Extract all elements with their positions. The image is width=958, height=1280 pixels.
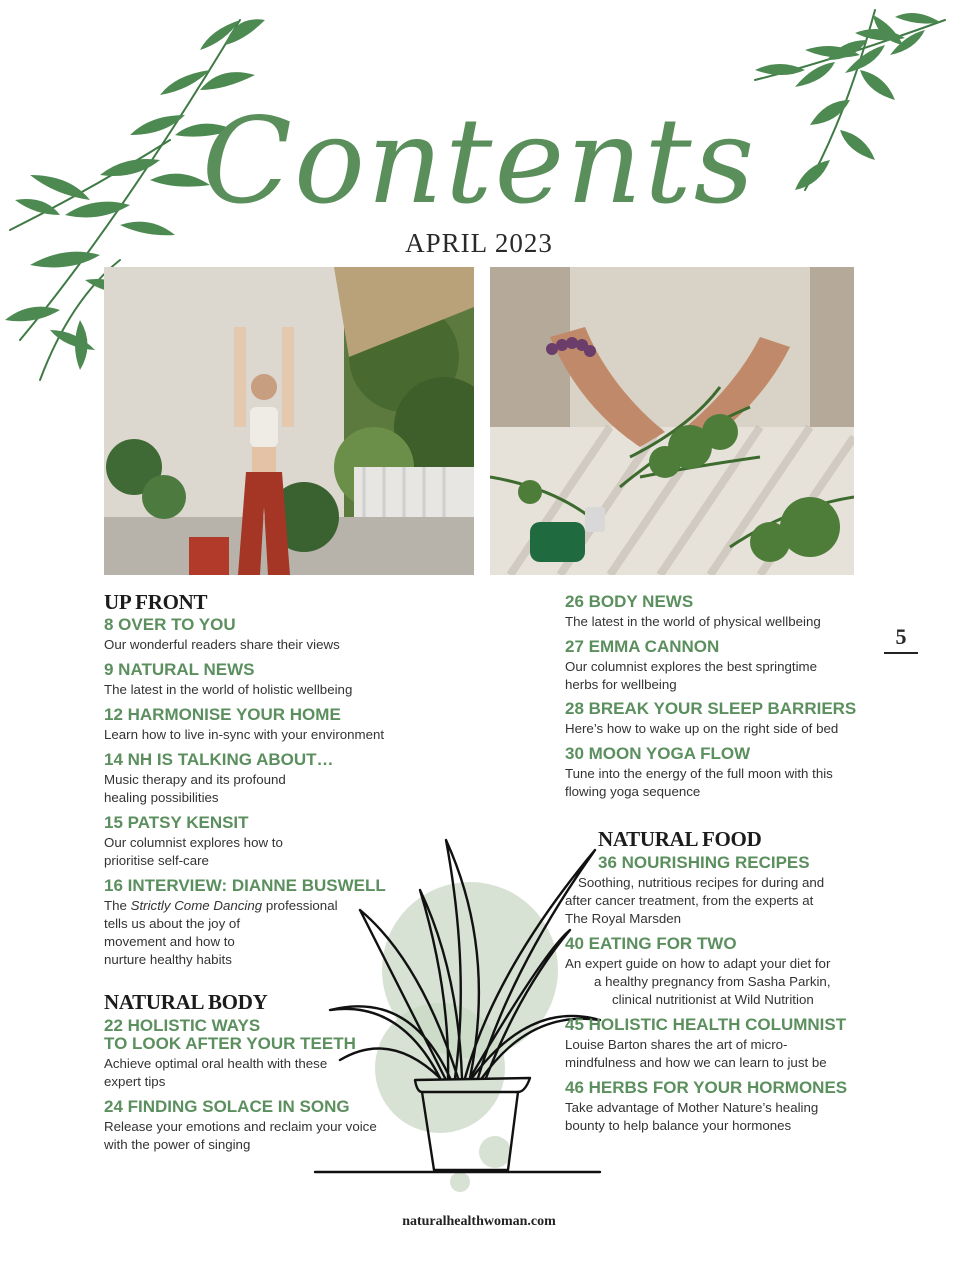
photo-yoga-balcony [104,267,474,575]
entry-desc-eating-for-two-line1: An expert guide on how to adapt your diet for [565,956,831,971]
entry-title-finding-solace[interactable]: 24 FINDING SOLACE IN SONG [104,1097,350,1116]
entry-desc-interview-post: professional [262,898,338,913]
footer-website[interactable]: naturalhealthwoman.com [402,1214,556,1229]
entry-desc-nh-talking-about-line1: Music therapy and its profound [104,772,286,787]
entry-title-emma-cannon[interactable]: 27 EMMA CANNON [565,637,720,656]
entry-title-herbs-for-hormones[interactable]: 46 HERBS FOR YOUR HORMONES [565,1078,848,1097]
entry-desc-emma-cannon-line1: Our columnist explores the best springtime [565,659,818,674]
entry-title-interview-dianne-buswell[interactable]: 16 INTERVIEW: DIANNE BUSWELL [104,876,386,895]
entry-desc-eating-for-two-line2: a healthy pregnancy from Sasha Parkin, [594,974,831,989]
entry-title-nh-talking-about[interactable]: 14 NH IS TALKING ABOUT… [104,750,334,769]
page-number: 5 [884,624,918,654]
entry-desc-nourishing-recipes-line3: The Royal Marsden [565,911,682,926]
entry-desc-harmonise-your-home: Learn how to live in-sync with your environment [104,727,385,742]
section-heading-natural-body: NATURAL BODY [104,990,268,1014]
entry-title-over-to-you[interactable]: 8 OVER TO YOU [104,615,236,634]
entry-desc-nourishing-recipes-line1: Soothing, nutritious recipes for during and [578,875,825,890]
entry-title-harmonise-your-home[interactable]: 12 HARMONISE YOUR HOME [104,705,341,724]
entry-desc-break-sleep-barriers: Here’s how to wake up on the right side of bed [565,721,839,736]
entry-title-moon-yoga-flow[interactable]: 30 MOON YOGA FLOW [565,744,751,763]
entry-title-body-news[interactable]: 26 BODY NEWS [565,592,694,611]
entry-title-natural-news[interactable]: 9 NATURAL NEWS [104,660,255,679]
entry-desc-eating-for-two-line3: clinical nutritionist at Wild Nutrition [612,992,814,1007]
issue-date: APRIL 2023 [405,228,553,258]
entry-desc-over-to-you: Our wonderful readers share their views [104,637,340,652]
entry-desc-herbs-for-hormones-line1: Take advantage of Mother Nature’s healing [565,1100,819,1115]
entry-desc-moon-yoga-flow-line1: Tune into the energy of the full moon with this [565,766,833,781]
section-heading-natural-food: NATURAL FOOD [598,827,762,851]
entry-desc-interview-pre: The [104,898,131,913]
entry-desc-interview-italic: Strictly Come Dancing [130,898,263,913]
entry-desc-herbs-for-hormones-line2: bounty to help balance your hormones [565,1118,792,1133]
entry-desc-nourishing-recipes-line2: after cancer treatment, from the experts at [565,893,814,908]
entry-desc-finding-solace-line2: with the power of singing [104,1137,251,1152]
entry-title-holistic-health-columnist[interactable]: 45 HOLISTIC HEALTH COLUMNIST [565,1015,847,1034]
photo-herbs-table [490,267,854,575]
entry-desc-interview-line4: nurture healthy habits [104,952,232,967]
entry-title-nourishing-recipes[interactable]: 36 NOURISHING RECIPES [598,853,810,872]
entry-desc-holistic-ways-line1: Achieve optimal oral health with these [104,1056,328,1071]
entry-desc-patsy-kensit-line2: prioritise self-care [104,853,209,868]
entry-desc-interview-line2: tells us about the joy of [104,916,241,931]
entry-desc-interview-line3: movement and how to [104,934,235,949]
entry-desc-holistic-ways-line2: expert tips [104,1074,166,1089]
entry-title-holistic-ways-line2[interactable]: TO LOOK AFTER YOUR TEETH [104,1034,356,1053]
entry-desc-finding-solace-line1: Release your emotions and reclaim your voice [104,1119,377,1134]
entry-desc-nh-talking-about-line2: healing possibilities [104,790,219,805]
entry-desc-body-news: The latest in the world of physical wellbeing [565,614,821,629]
entry-desc-natural-news: The latest in the world of holistic wellbeing [104,682,353,697]
entry-title-break-sleep-barriers[interactable]: 28 BREAK YOUR SLEEP BARRIERS [565,699,857,718]
entry-title-patsy-kensit[interactable]: 15 PATSY KENSIT [104,813,249,832]
entry-title-holistic-ways-line1[interactable]: 22 HOLISTIC WAYS [104,1016,261,1035]
entry-desc-emma-cannon-line2: herbs for wellbeing [565,677,677,692]
entry-desc-patsy-kensit-line1: Our columnist explores how to [104,835,283,850]
entry-title-eating-for-two[interactable]: 40 EATING FOR TWO [565,934,737,953]
entry-desc-holistic-health-columnist-line2: mindfulness and how we can learn to just be [565,1055,827,1070]
page-title: Contents [201,92,757,230]
entry-desc-moon-yoga-flow-line2: flowing yoga sequence [565,784,701,799]
entry-desc-holistic-health-columnist-line1: Louise Barton shares the art of micro- [565,1037,788,1052]
section-heading-up-front: UP FRONT [104,590,208,614]
